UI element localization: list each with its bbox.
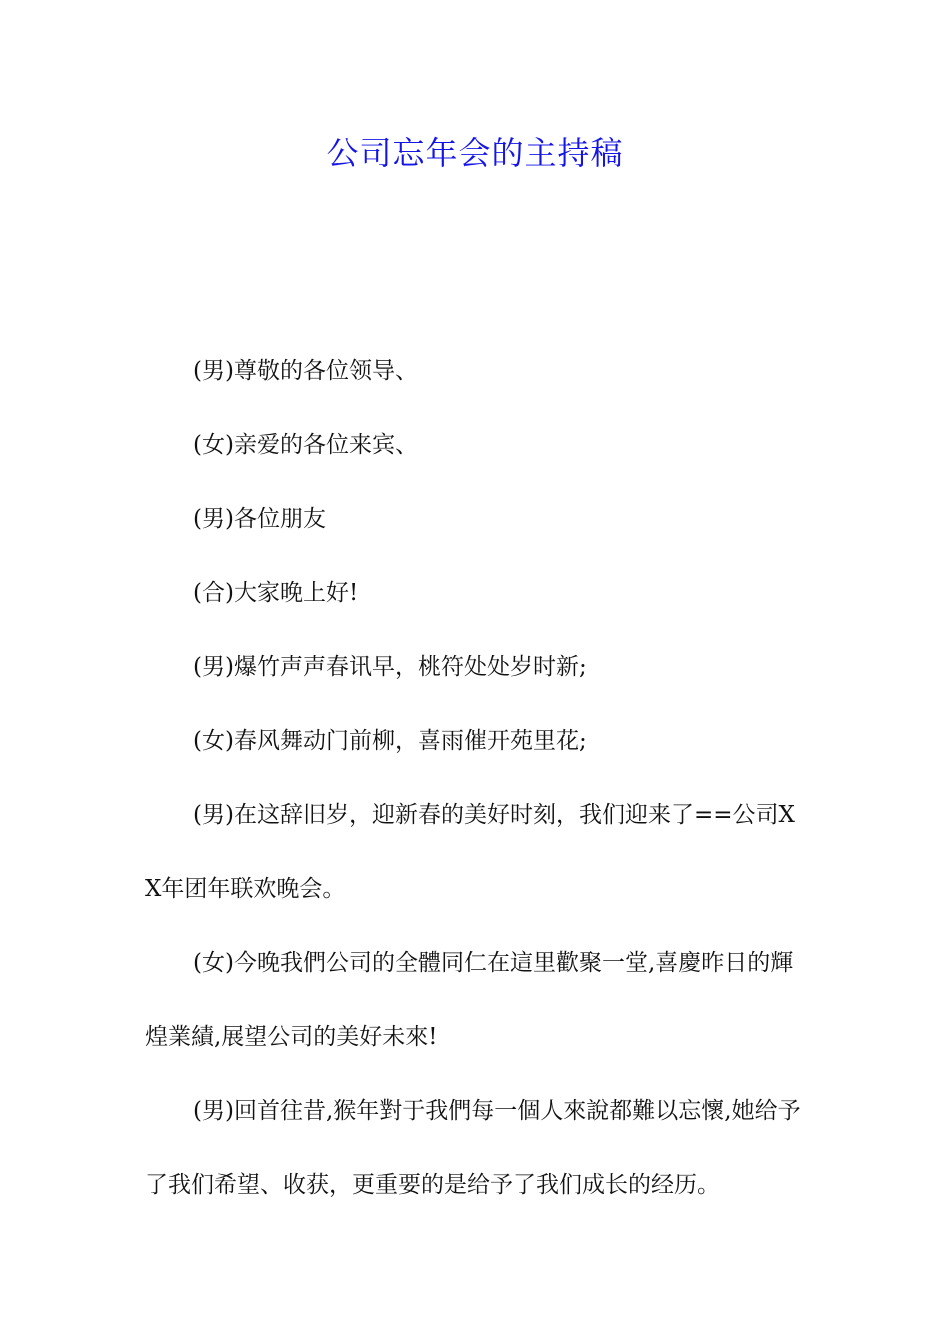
- paragraph: (男)尊敬的各位领导、: [193, 358, 418, 384]
- paragraph: (男)在这辞旧岁，迎新春的美好时刻，我们迎来了==公司XX年团年联欢晚会。: [145, 802, 795, 902]
- paragraph: (女)今晚我們公司的全體同仁在這里歡聚一堂,喜慶昨日的輝煌業績,展望公司的美好未來!: [145, 950, 794, 1050]
- paragraph: (男)爆竹声声春讯早，桃符处处岁时新;: [193, 654, 587, 680]
- paragraph: (男)各位朋友: [193, 506, 326, 532]
- paragraph: (男)回首往昔,猴年對于我們每一個人來說都難以忘懷,她给予了我们希望、收获，更重要的是给予了我们成长的经历。: [145, 1098, 801, 1198]
- paragraph: (女)亲爱的各位来宾、: [193, 432, 418, 458]
- paragraph: (女)春风舞动门前柳，喜雨催开苑里花;: [193, 728, 587, 754]
- document-body: [145, 334, 809, 1222]
- document-title: 公司忘年会的主持稿: [326, 134, 624, 172]
- paragraph: (合)大家晚上好!: [193, 580, 359, 606]
